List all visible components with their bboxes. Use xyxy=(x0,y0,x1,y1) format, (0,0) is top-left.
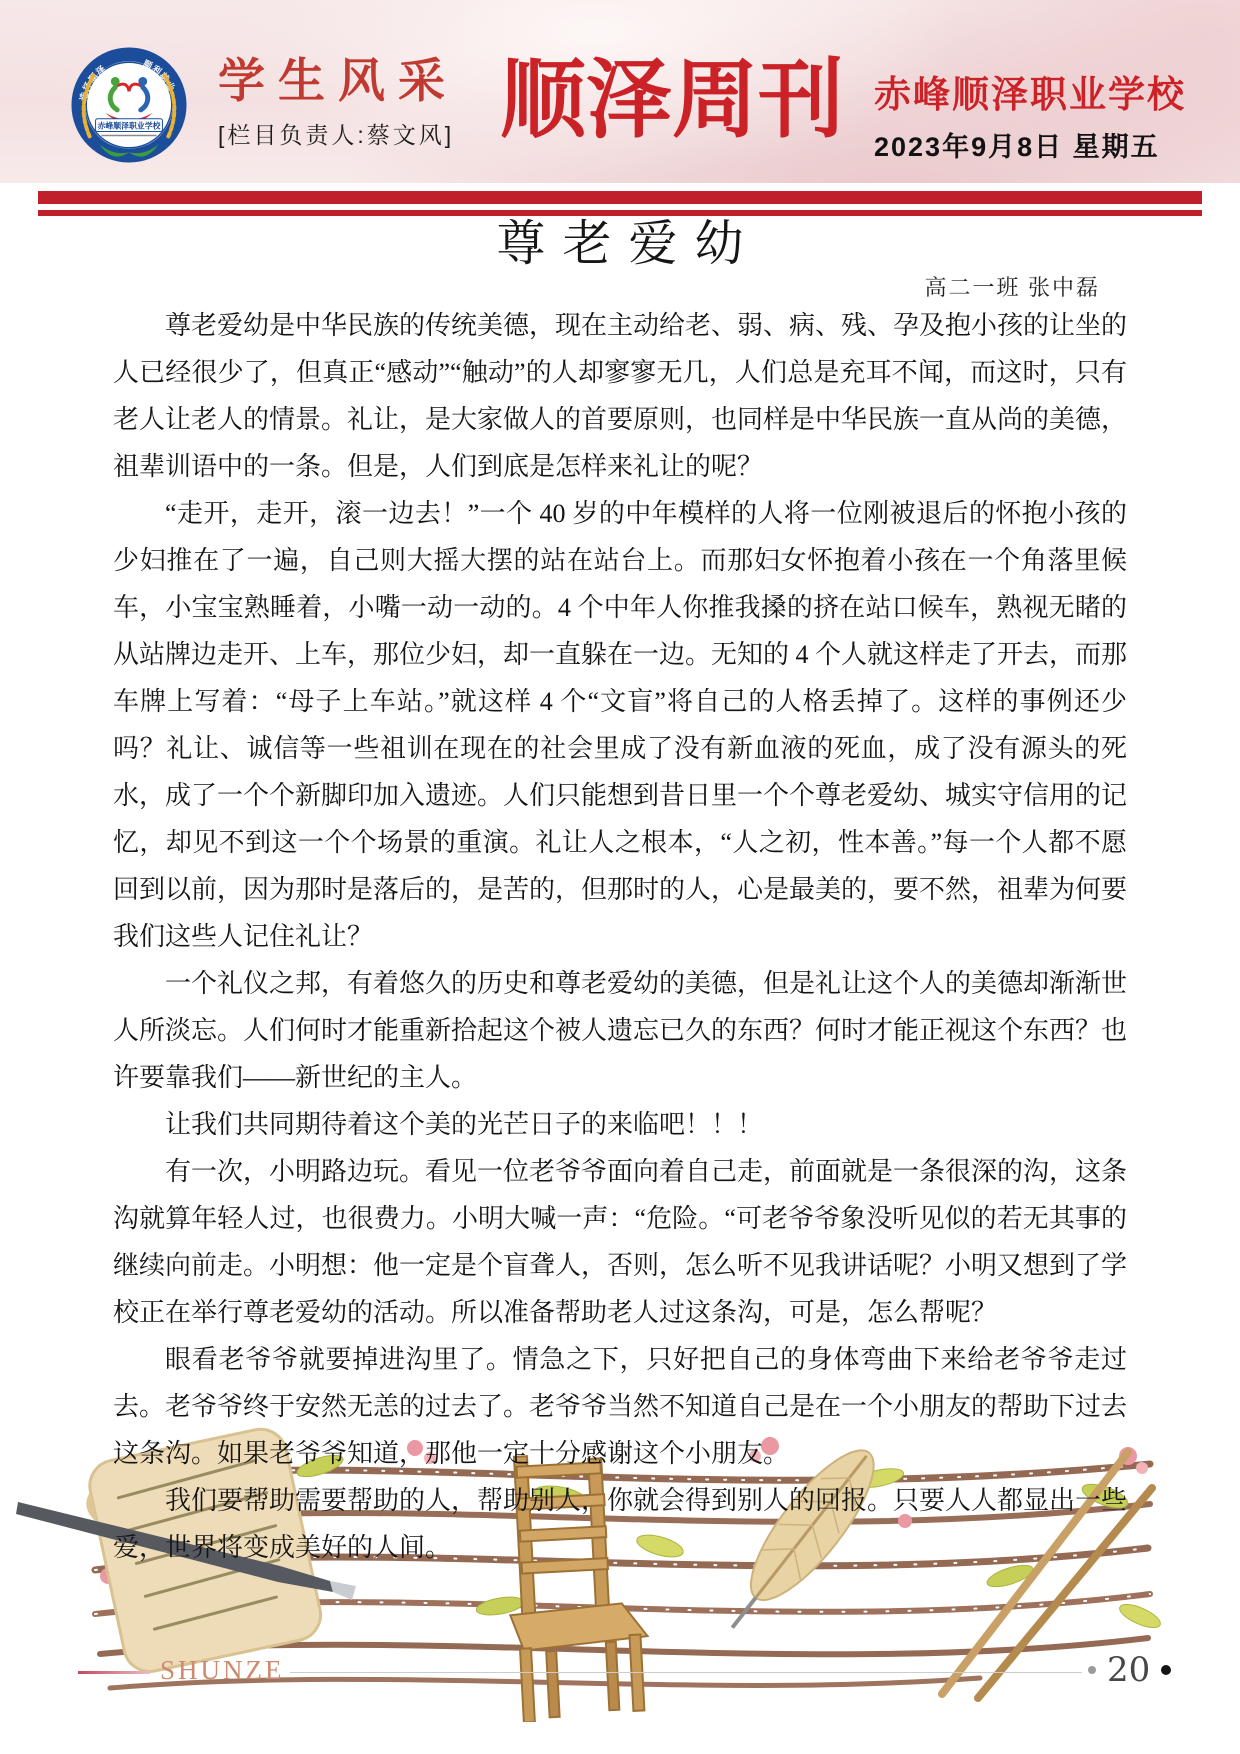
column-title: 学生风采 xyxy=(218,56,458,108)
school-logo xyxy=(70,46,188,164)
article-title: 尊老爱幼 xyxy=(496,216,761,271)
footer-brand: SHUNZE xyxy=(160,1655,285,1685)
svg-text:顺利就业: 顺利就业 xyxy=(141,58,178,94)
issue-date: 2023年9月8日 星期五 xyxy=(874,132,1160,162)
article-paragraph: 有一次，小明路边玩。看见一位老爷爷面向着自己走，前面就是一条很深的沟，这条沟就算年轻人过，也很费力。小明大喊一声：“危险。“可老爷爷象没听见似的若无其事的继续向前走。小明想：他一定是个盲聋人，否则，怎么听不见我讲话呢？小明又想到了学校正在举行尊老爱幼的活动。所以准备帮助老人过这条沟，可是，怎么帮呢？ xyxy=(113,1157,1128,1327)
article-paragraph: 眼看老爷爷就要掉进沟里了。情急之下，只好把自己的身体弯曲下来给老爷爷走过去。老爷爷终于安然无恙的过去了。老爷爷当然不知道自己是在一个小朋友的帮助下过去这条沟。如果老爷爷知道，那他一定十分感谢这个小朋友。 xyxy=(113,1345,1128,1468)
footer-rule xyxy=(290,1672,1082,1673)
page-number-dot-left-icon xyxy=(1088,1666,1096,1674)
footer-dash xyxy=(78,1671,150,1674)
page-header xyxy=(0,0,1240,183)
page-number: 20 xyxy=(1107,1650,1151,1690)
svg-text:赤峰顺泽职业学校: 赤峰顺泽职业学校 xyxy=(97,121,161,131)
page-number-block xyxy=(1088,1648,1171,1692)
article-paragraph: 一个礼仪之邦，有着悠久的历史和尊老爱幼的美德，但是礼让这个人的美德却渐渐世人所淡忘。人们何时才能重新拾起这个被人遗忘已久的东西？何时才能正视这个东西？也许要靠我们——新世纪的主人。 xyxy=(113,969,1128,1092)
logo-ring-text: 选择顺泽 xyxy=(78,63,108,102)
school-name: 赤峰顺泽职业学校 xyxy=(874,75,1186,116)
article-paragraph: “走开，走开，滚一边去！”一个 40 岁的中年模样的人将一位刚被退后的怀抱小孩的少妇推在了一遍，自己则大摇大摆的站在站台上。而那妇女怀抱着小孩在一个角落里候车，小宝宝熟睡着，小嘴一动一动的。4 个中年人你推我搡的挤在站口候车，熟视无睹的从站牌边走开、上车，那位少妇，却一直躲在一边。无知的 4 个人就这样走了开去，而那车牌上写着：“母子上车站。”就这样 4 个“文盲”将自己的人格丢掉了。这样的事例还少吗？礼让、诚信等一些祖训在现在的社会里成了没有新血液的死血，成了没有源头的死水，成了一个个新脚印加入遗迹。人们只能想到昔日里一个个尊老爱幼、城实守信用的记忆，却见不到这一个个场景的重演。礼让人之根本，“人之初，性本善。”每一个人都不愿回到以前，因为那时是落后的，是苦的，但那时的人，心是最美的，要不然，祖辈为何要我们这些人记住礼让？ xyxy=(113,499,1128,951)
column-block xyxy=(218,56,458,150)
masthead-title: 顺泽周刊 xyxy=(500,52,844,148)
header-right-block xyxy=(874,76,1186,164)
article-body xyxy=(113,302,1127,1571)
divider-bar-thick xyxy=(38,191,1202,204)
article-paragraph: 让我们共同期待着这个美的光芒日子的来临吧！！！ xyxy=(165,1110,764,1139)
column-editor: [栏目负责人:蔡文风] xyxy=(218,122,455,148)
article-paragraph: 我们要帮助需要帮助的人，帮助别人，你就会得到别人的回报。只要人人都显出一些爱，世界将变成美好的人间。 xyxy=(113,1486,1128,1562)
article-paragraph: 尊老爱幼是中华民族的传统美德，现在主动给老、弱、病、残、孕及抱小孩的让坐的人已经很少了，但真正“感动”“触动”的人却寥寥无几，人们总是充耳不闻，而这时，只有老人让老人的情景。礼让，是大家做人的首要原则，也同样是中华民族一直从尚的美德，祖辈训语中的一条。但是，人们到底是怎样来礼让的呢？ xyxy=(113,311,1128,481)
article-author: 高二一班 张中磊 xyxy=(924,275,1100,300)
page-number-dot-right-icon xyxy=(1161,1665,1171,1675)
